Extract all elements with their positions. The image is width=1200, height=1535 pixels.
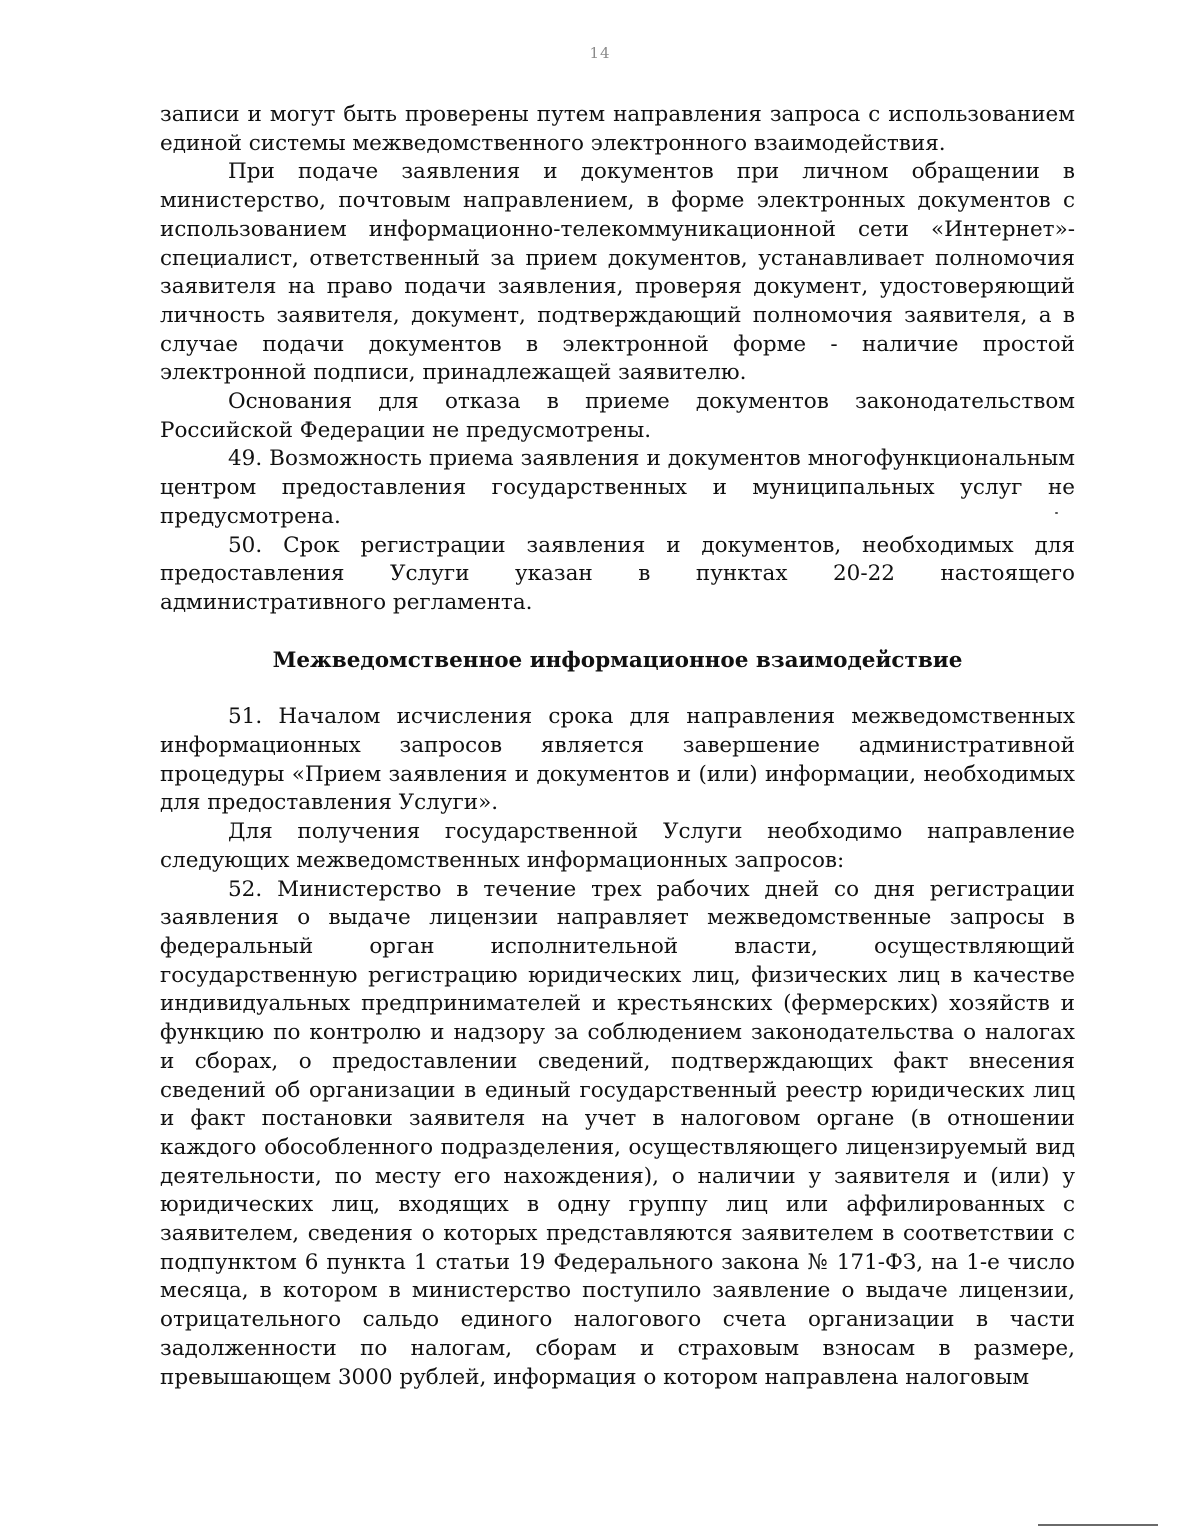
- paragraph-item-49: 49. Возможность приема заявления и документов многофункциональным центром предоставления государственных и муниципальных услуг не предусмотрена.: [160, 446, 1075, 529]
- paragraph-submission-procedure: При подаче заявления и документов при личном обращении в министерство, почтовым направлением, в форме электронных документов с использованием информационно-телекоммуникационной сети «Интернет»- специалист, ответственный за прием документов, устанавливает полномочия заявителя на право подачи заявления, проверяя документ, удостоверяющий личность заявителя, документ, подтверждающий полномочия заявителя, а в случае подачи документов в электронной форме - наличие простой электронной подписи, принадлежащей заявителю.: [160, 159, 1075, 386]
- paragraph-continuation: записи и могут быть проверены путем направления запроса с использованием единой системы межведомственного электронного взаимодействия.: [160, 102, 1075, 156]
- section-heading: Межведомственное информационное взаимодействие: [272, 647, 963, 673]
- bottom-rule-line: [1038, 1524, 1158, 1526]
- paragraph-item-50: 50. Срок регистрации заявления и документов, необходимых для предоставления Услуги указан в пунктах 20-22 настоящего административного регламента.: [160, 532, 1075, 615]
- paragraph-item-52: 52. Министерство в течение трех рабочих дней со дня регистрации заявления о выдаче лицензии направляет межведомственные запросы в федеральный орган исполнительной власти, осуществляющий государственную регистрацию юридических лиц, физических лиц в качестве индивидуальных предпринимателей и крестьянских (фермерских) хозяйств и функцию по контролю и надзору за соблюдением законодательства о налогах и сборах, о предоставлении сведений, подтверждающих факт внесения сведений об организации в единый государственный реестр юридических лиц и факт постановки заявителя на учет в налоговом органе (в отношении каждого обособленного подразделения, осуществляющего лицензируемый вид деятельности, по месту его нахождения), о наличии у заявителя и (или) у юридических лиц, входящих в одну группу лиц или аффилированных с заявителем, сведения о которых представляются заявителем в соответствии с подпунктом 6 пункта 1 статьи 19 Федерального закона № 171-ФЗ, на 1-е число месяца, в котором в министерство поступило заявление о выдаче лицензии, отрицательного сальдо единого налогового счета организации в части задолженности по налогам, сборам и страховым взносам в размере, превышающем 3000 рублей, информация о котором направлена налоговым: [160, 876, 1075, 1390]
- document-body: [160, 101, 1075, 1392]
- scan-speck: [1055, 512, 1058, 514]
- paragraph-refusal-grounds: Основания для отказа в приеме документов законодательством Российской Федерации не предусмотрены.: [160, 389, 1075, 443]
- paragraph-required-requests: Для получения государственной Услуги необходимо направление следующих межведомственных информационных запросов:: [160, 819, 1075, 873]
- page-number: 14: [589, 44, 611, 62]
- paragraph-item-51: 51. Началом исчисления срока для направления межведомственных информационных запросов является завершение административной процедуры «Прием заявления и документов и (или) информации, необходимых для предоставления Услуги».: [160, 704, 1075, 816]
